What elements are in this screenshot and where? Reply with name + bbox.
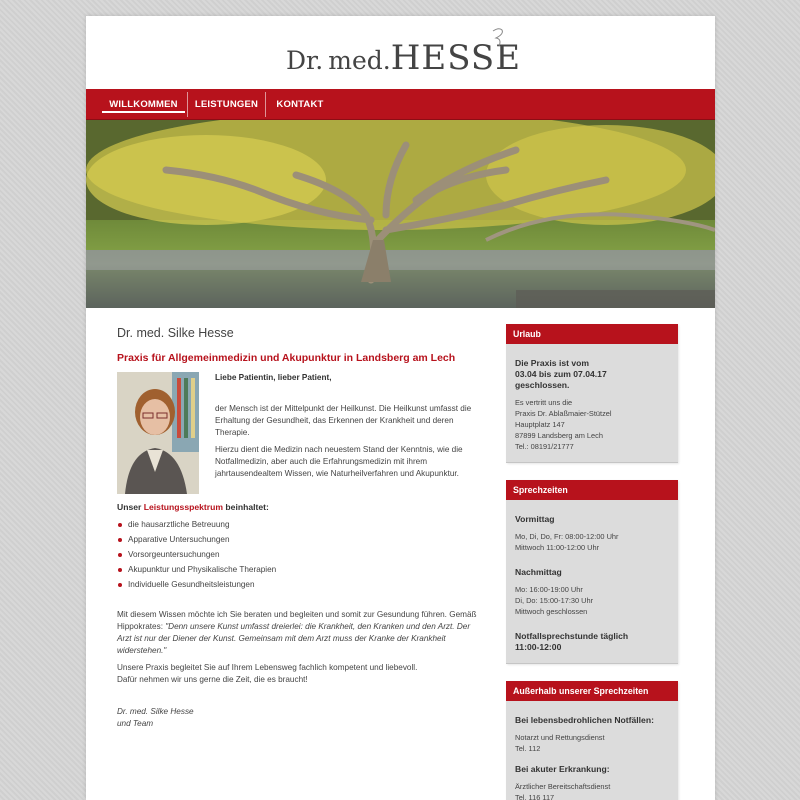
main-navigation	[86, 89, 715, 120]
signature-name: Dr. med. Silke Hesse	[117, 707, 194, 716]
greeting: Liebe Patientin, lieber Patient,	[215, 373, 332, 382]
body-text	[117, 609, 477, 686]
hippokrates-quote: "Denn unsere Kunst umfasst dreierlei: die Krankheit, den Kranken und den Arzt. Der Arzt ist nur der Diener der Kunst. Gemeinsam mit dem Arzt muss der Kranke der Krankheit widerstehen."	[117, 622, 471, 655]
list-item: Individuelle Gesundheitsleistungen	[117, 577, 477, 592]
ausserhalb-box-title: Außerhalb unserer Sprechzeiten	[506, 681, 678, 701]
sprechzeiten-box	[506, 480, 678, 664]
sprechzeiten-box-title: Sprechzeiten	[506, 480, 678, 500]
nav-item-kontakt[interactable]: KONTAKT	[276, 99, 324, 110]
notfall-time: 11:00-12:00	[515, 642, 562, 652]
nachmittag-heading: Nachmittag	[515, 567, 562, 577]
services-heading	[117, 502, 477, 512]
list-item: Apparative Untersuchungen	[117, 532, 477, 547]
urlaub-detail-line: Es vertritt uns die	[515, 398, 573, 407]
nav-divider	[187, 92, 188, 117]
header	[86, 16, 715, 89]
ausserhalb-box-body	[506, 701, 678, 800]
urlaub-closed-line-3: geschlossen.	[515, 380, 570, 390]
vormittag-line: Mo, Di, Do, Fr: 08:00-12:00 Uhr	[515, 532, 619, 541]
hero-tree-illustration	[86, 120, 715, 308]
signature-team: und Team	[117, 719, 154, 728]
logo-mid: med.	[328, 46, 391, 75]
notfall-heading: Notfallsprechstunde täglich	[515, 631, 629, 641]
urlaub-box-title: Urlaub	[506, 324, 678, 344]
logo-swirl-icon	[490, 26, 506, 52]
intro-text	[215, 372, 479, 485]
acute-phone: Tel. 116 117	[515, 793, 555, 800]
list-item: die hausarztliche Betreuung	[117, 517, 477, 532]
urlaub-phone: Tel.: 08191/21777	[515, 442, 574, 451]
nav-item-leistungen[interactable]: LEISTUNGEN	[194, 99, 259, 110]
intro-paragraph-1: der Mensch ist der Mittelpunkt der Heilkunst. Die Heilkunst umfasst die Erhaltung der Gesundheit, das Erkennen der Krankheit und deren Therapie.	[215, 404, 472, 437]
intro-section	[117, 372, 477, 500]
urlaub-box-body	[506, 344, 678, 462]
emergency-line: Notarzt und Rettungsdienst	[515, 733, 605, 742]
nachmittag-line: Mittwoch geschlossen	[515, 607, 588, 616]
nav-item-willkommen[interactable]: WILLKOMMEN	[109, 99, 178, 110]
nachmittag-line: Mo: 16:00-19:00 Uhr	[515, 585, 583, 594]
urlaub-detail-line: Hauptplatz 147	[515, 420, 565, 429]
sprechzeiten-box-body	[506, 500, 678, 663]
services-link[interactable]: Leistungsspektrum	[143, 502, 224, 512]
services-list	[117, 517, 477, 592]
signature	[117, 706, 477, 730]
emergency-phone: Tel. 112	[515, 744, 541, 753]
nav-active-indicator	[102, 111, 185, 113]
logo-prefix: Dr.	[286, 46, 324, 75]
urlaub-detail-line: 87899 Landsberg am Lech	[515, 431, 603, 440]
nav-divider	[265, 92, 266, 117]
main-content	[117, 326, 477, 730]
services-prefix: Unser	[117, 502, 142, 512]
services-suffix: beinhaltet:	[225, 502, 269, 512]
list-item: Vorsorgeuntersuchungen	[117, 547, 477, 562]
list-item: Akupunktur und Physikalische Therapien	[117, 562, 477, 577]
acute-line: Ärztlicher Bereitschaftsdienst	[515, 782, 611, 791]
logo-name: HESSE	[390, 38, 522, 78]
urlaub-closed-line-2: 03.04 bis zum 07.04.17	[515, 369, 607, 379]
page-subtitle: Praxis für Allgemeinmedizin und Akupunktur in Landsberg am Lech	[117, 352, 456, 364]
vormittag-line: Mittwoch 11:00-12:00 Uhr	[515, 543, 600, 552]
page-container	[86, 16, 715, 800]
hippokrates-intro: Mit diesem Wissen möchte ich Sie beraten und begleiten und somit zur Gesundung führen. Gemäß Hippokrates:	[117, 610, 477, 631]
doctor-portrait	[117, 372, 199, 494]
portrait-image	[117, 372, 199, 494]
hero-image	[86, 120, 715, 308]
intro-paragraph-2: Hierzu dient die Medizin nach neuestem Stand der Kenntnis, wie die Notfallmedizin, aber auch die Erfahrungsmedizin mit ihrem jahrtausendealtem Wissen, wie Naturheilverfahren und Akupunktur.	[215, 445, 463, 478]
sidebar	[506, 324, 678, 800]
nachmittag-line: Di, Do: 15:00-17:30 Uhr	[515, 596, 594, 605]
acute-heading: Bei akuter Erkrankung:	[515, 764, 610, 774]
site-logo[interactable]	[286, 38, 521, 78]
hippokrates-paragraph	[117, 609, 477, 657]
closing-paragraph	[117, 662, 477, 686]
page-title: Dr. med. Silke Hesse	[117, 326, 234, 340]
urlaub-detail-line: Praxis Dr. Ablaßmaier-Stützel	[515, 409, 612, 418]
ausserhalb-box	[506, 681, 678, 800]
closing-line-2: Dafür nehmen wir uns gerne die Zeit, die es braucht!	[117, 675, 308, 684]
urlaub-closed-line-1: Die Praxis ist vom	[515, 358, 590, 368]
vormittag-heading: Vormittag	[515, 514, 555, 524]
emergency-heading: Bei lebensbedrohlichen Notfällen:	[515, 715, 654, 725]
closing-line-1: Unsere Praxis begleitet Sie auf Ihrem Lebensweg fachlich kompetent und liebevoll.	[117, 663, 418, 672]
urlaub-box	[506, 324, 678, 463]
